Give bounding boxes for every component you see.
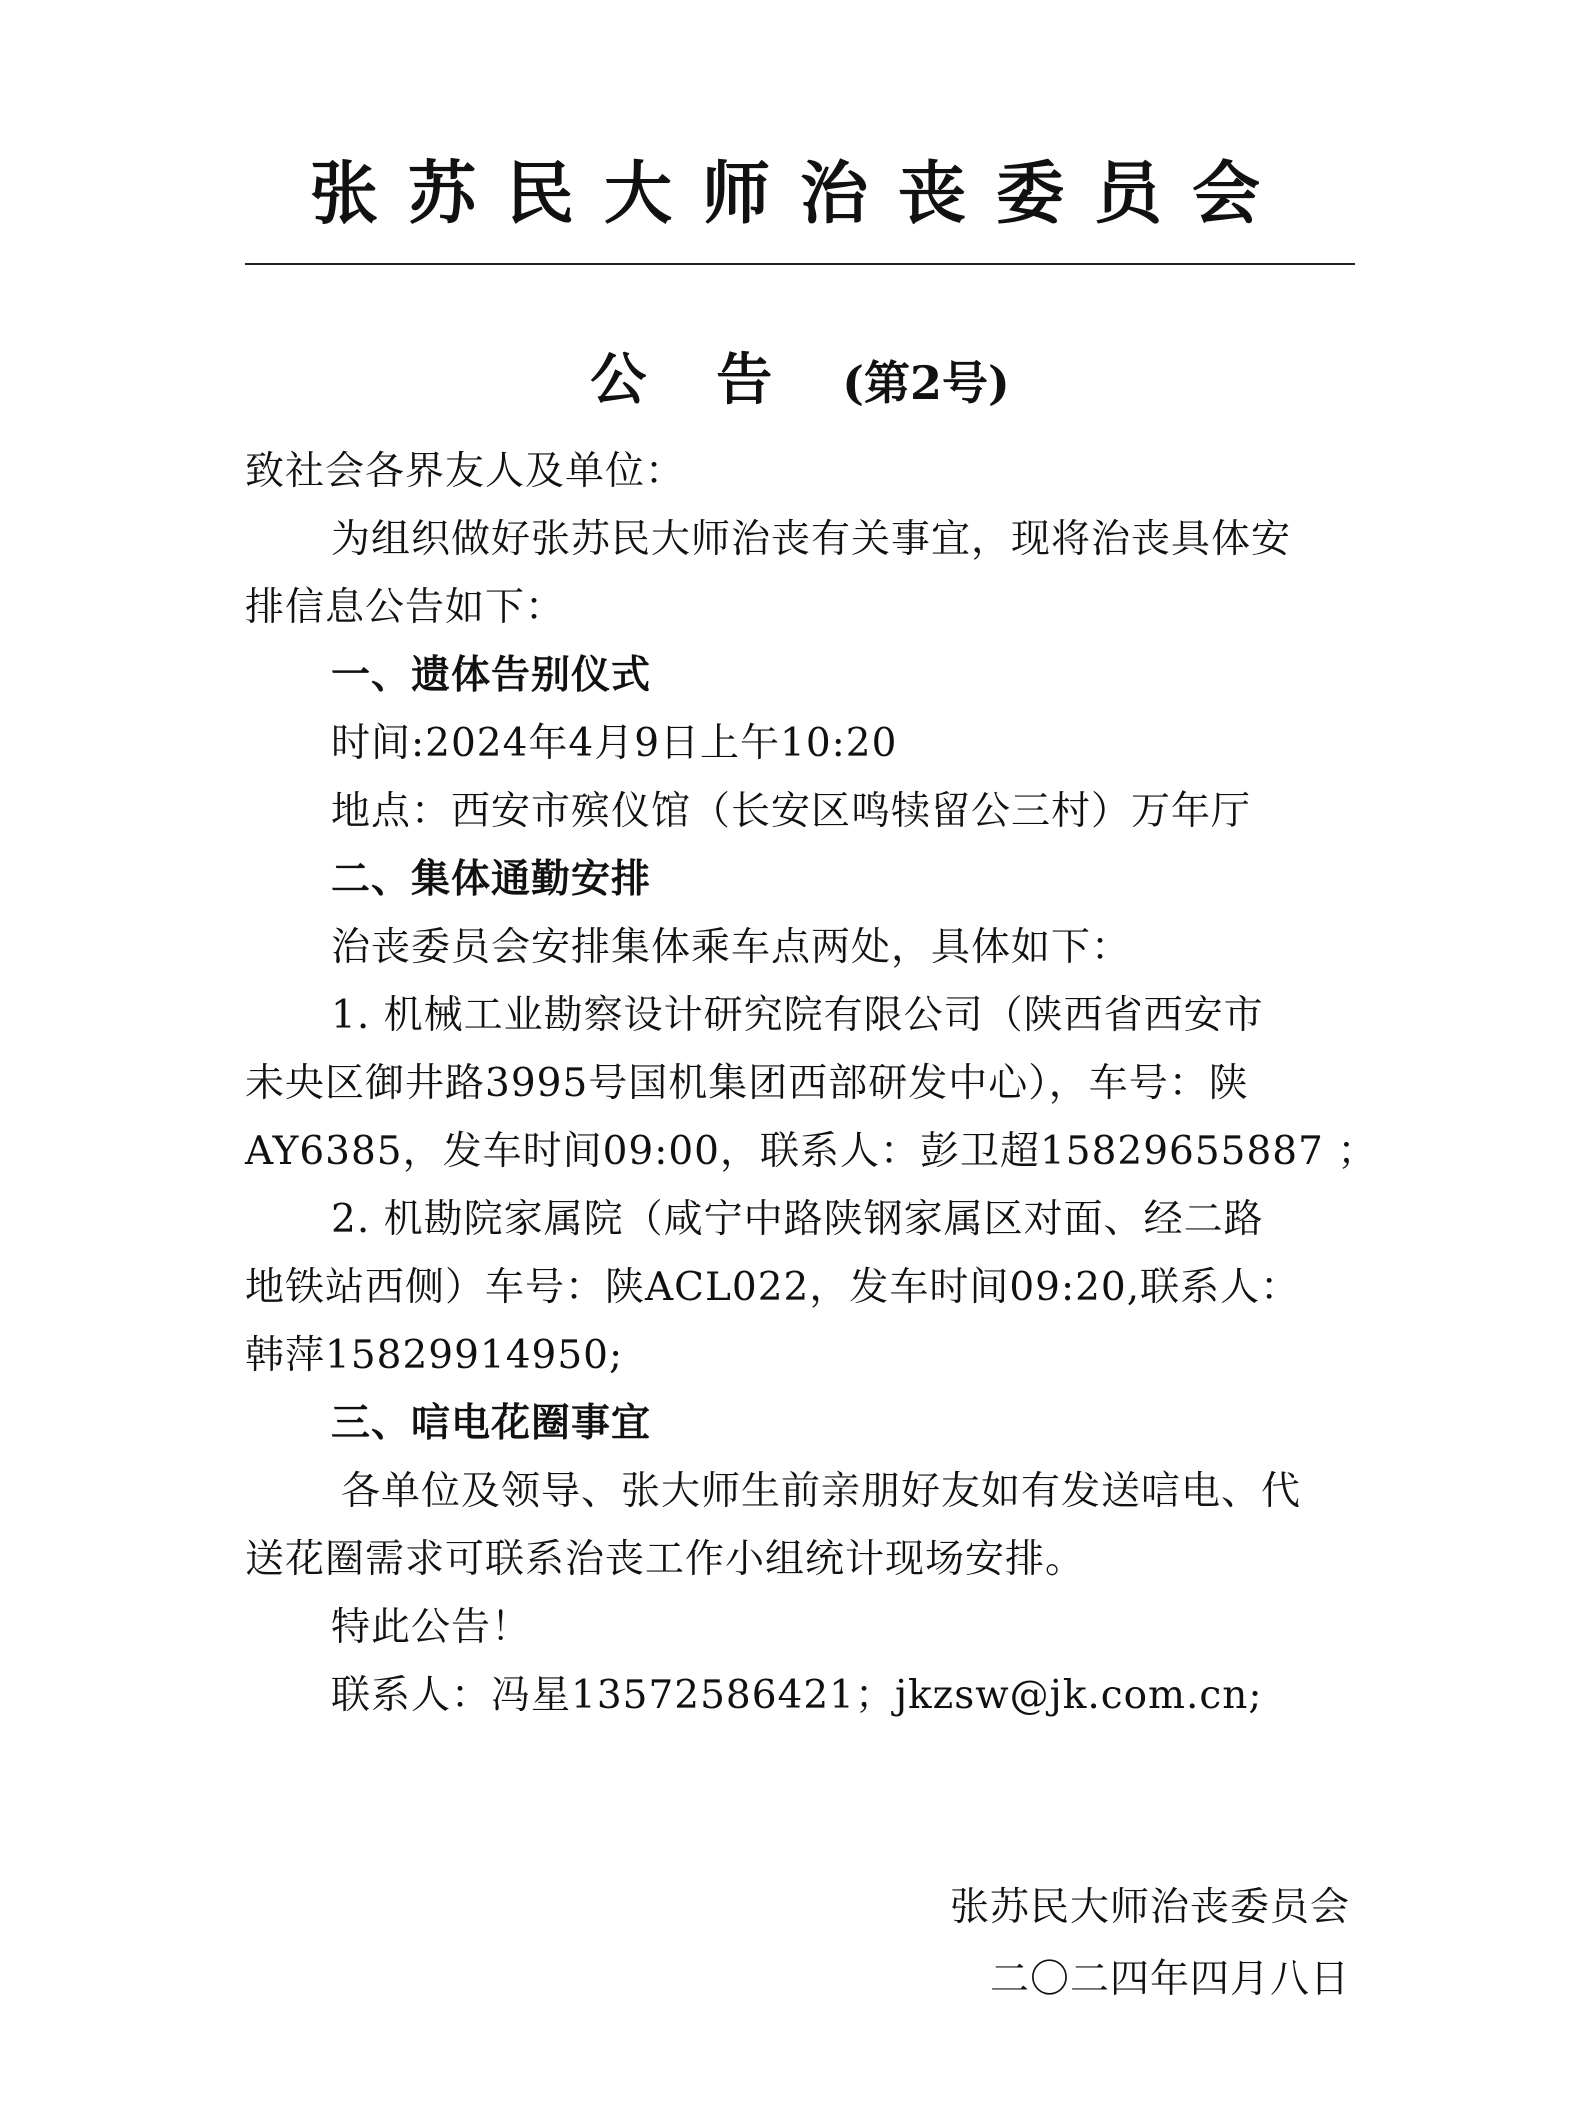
notice-heading: 公告 <box>590 347 843 413</box>
closing-statement: 特此公告！ <box>331 1605 532 1650</box>
pickup-point-2-line: 2. 机勘院家属院（咸宁中路陕钢家属区对面、经二路 <box>331 1197 1264 1242</box>
notice-number: (第2号) <box>842 356 1010 410</box>
signature-date: 二〇二四年四月八日 <box>989 1957 1350 2002</box>
wreaths-paragraph-line: 送花圈需求可联系治丧工作小组统计现场安排。 <box>245 1537 1086 1582</box>
notice-title <box>245 340 1355 434</box>
contact-info: 联系人：冯星13572586421；jkzsw@jk.com.cn; <box>331 1673 1263 1718</box>
pickup-point-1-line: 1. 机械工业勘察设计研究院有限公司（陕西省西安市 <box>331 993 1264 1038</box>
ceremony-place: 地点：西安市殡仪馆（长安区鸣犊留公三村）万年厅 <box>331 789 1252 834</box>
signature-block <box>950 1872 1350 2016</box>
pickup-point-2-line: 韩萍15829914950; <box>245 1333 624 1378</box>
pickup-point-1-line: AY6385，发车时间09:00，联系人：彭卫超15829655887 ； <box>245 1129 1378 1174</box>
pickup-point-1-line: 未央区御井路3995号国机集团西部研发中心），车号：陕 <box>245 1061 1249 1106</box>
wreaths-paragraph-line: 各单位及领导、张大师生前亲朋好友如有发送唁电、代 <box>341 1469 1302 1514</box>
section-heading-farewell: 一、遗体告别仪式 <box>331 653 652 698</box>
pickup-point-2-line: 地铁站西侧）车号：陕ACL022，发车时间09:20,联系人： <box>245 1265 1301 1310</box>
transport-intro: 治丧委员会安排集体乘车点两处，具体如下： <box>331 925 1132 970</box>
notice-body <box>245 438 1378 1730</box>
header-divider <box>245 263 1355 265</box>
ceremony-time: 时间:2024年4月9日上午10:20 <box>331 721 898 766</box>
section-heading-wreaths: 三、唁电花圈事宜 <box>331 1401 652 1446</box>
signature-organization: 张苏民大师治丧委员会 <box>949 1885 1350 1930</box>
intro-paragraph-line: 排信息公告如下： <box>245 585 566 630</box>
salutation: 致社会各界友人及单位： <box>245 449 686 494</box>
section-heading-transport: 二、集体通勤安排 <box>331 857 652 902</box>
intro-paragraph-line: 为组织做好张苏民大师治丧有关事宜，现将治丧具体安 <box>331 517 1292 562</box>
organization-title: 张苏民大师治丧委员会 <box>309 155 1290 234</box>
